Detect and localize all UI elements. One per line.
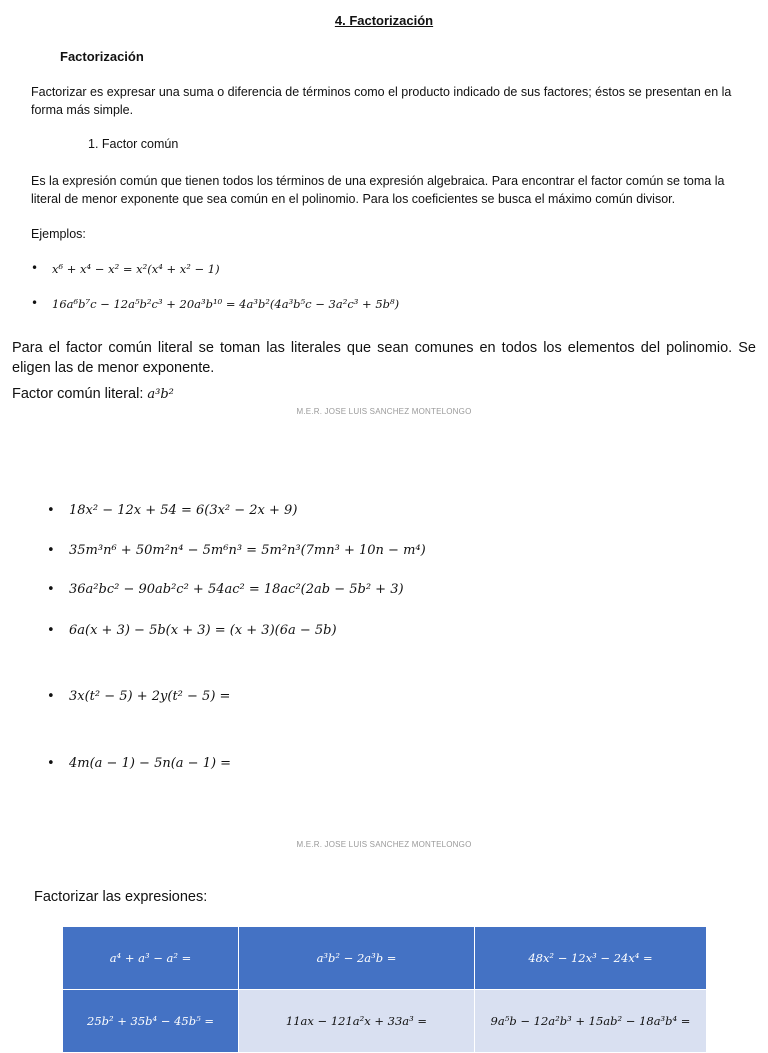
bullet-icon: • bbox=[47, 582, 55, 597]
example-expression: 4m(a − 1) − 5n(a − 1) = bbox=[69, 756, 232, 771]
table-cell: a⁴ + a³ − a² = bbox=[63, 927, 239, 990]
exercise-title: Factorizar las expresiones: bbox=[34, 889, 208, 905]
example-expression: 18x² − 12x + 54 = 6(3x² − 2x + 9) bbox=[69, 503, 298, 518]
table-cell: a³b² − 2a³b = bbox=[239, 927, 475, 990]
example-expression: 35m³n⁶ + 50m²n⁴ − 5m⁶n³ = 5m²n³(7mn³ + 10n − m⁴) bbox=[69, 543, 426, 558]
bullet-icon: • bbox=[47, 689, 55, 704]
literal-factor-value: a³b² bbox=[147, 387, 174, 402]
bullet-icon: • bbox=[47, 623, 55, 638]
bullet-icon: • bbox=[31, 296, 39, 310]
bullet-icon: • bbox=[47, 503, 55, 518]
intro-paragraph: Factorizar es expresar una suma o diferencia de términos como el producto indicado de sus factores; éstos se presentan en la forma más simple. bbox=[31, 85, 732, 117]
table-cell: 25b² + 35b⁴ − 45b⁵ = bbox=[63, 990, 239, 1053]
table-row bbox=[63, 990, 707, 1053]
example-expression: 6a(x + 3) − 5b(x + 3) = (x + 3)(6a − 5b) bbox=[69, 623, 337, 638]
table-cell: 11ax − 121a²x + 33a³ = bbox=[239, 990, 475, 1053]
bullet-icon: • bbox=[31, 261, 39, 275]
example-expression: 16a⁶b⁷c − 12a⁵b²c³ + 20a³b¹⁰ = 4a³b²(4a³b⁵c − 3a²c³ + 5b⁸) bbox=[52, 297, 400, 311]
definition-paragraph: Es la expresión común que tienen todos los términos de una expresión algebraica. Para encontrar el factor común se toma la literal de menor exponente que sea común en el polinomio. Para los coeficientes se busca el máximo común divisor. bbox=[31, 174, 725, 206]
literal-factor-line bbox=[12, 386, 174, 402]
literal-factor-paragraph: Para el factor común literal se toman las literales que sean comunes en todos los elementos del polinomio. Se eligen las de menor exponente. bbox=[12, 340, 756, 376]
literal-factor-label: Factor común literal: bbox=[12, 386, 148, 402]
subheading: Factorización bbox=[60, 49, 144, 64]
examples-label: Ejemplos: bbox=[31, 227, 86, 241]
bullet-icon: • bbox=[47, 543, 55, 558]
table-cell: 48x² − 12x³ − 24x⁴ = bbox=[475, 927, 707, 990]
example-expression: 3x(t² − 5) + 2y(t² − 5) = bbox=[69, 689, 231, 704]
example-expression: 36a²bc² − 90ab²c² + 54ac² = 18ac²(2ab − 5b² + 3) bbox=[69, 582, 404, 597]
example-expression: x⁶ + x⁴ − x² = x²(x⁴ + x² − 1) bbox=[52, 262, 220, 276]
section-title: 4. Factorización bbox=[334, 13, 434, 28]
table-cell: 9a⁵b − 12a²b³ + 15ab² − 18a³b⁴ = bbox=[475, 990, 707, 1053]
page-footer: M.E.R. JOSE LUIS SANCHEZ MONTELONGO bbox=[296, 407, 472, 416]
bullet-icon: • bbox=[47, 756, 55, 771]
exercise-table bbox=[62, 926, 707, 1053]
page-footer: M.E.R. JOSE LUIS SANCHEZ MONTELONGO bbox=[296, 840, 472, 849]
table-row bbox=[63, 927, 707, 990]
list-item-factor-comun: 1. Factor común bbox=[88, 137, 179, 151]
